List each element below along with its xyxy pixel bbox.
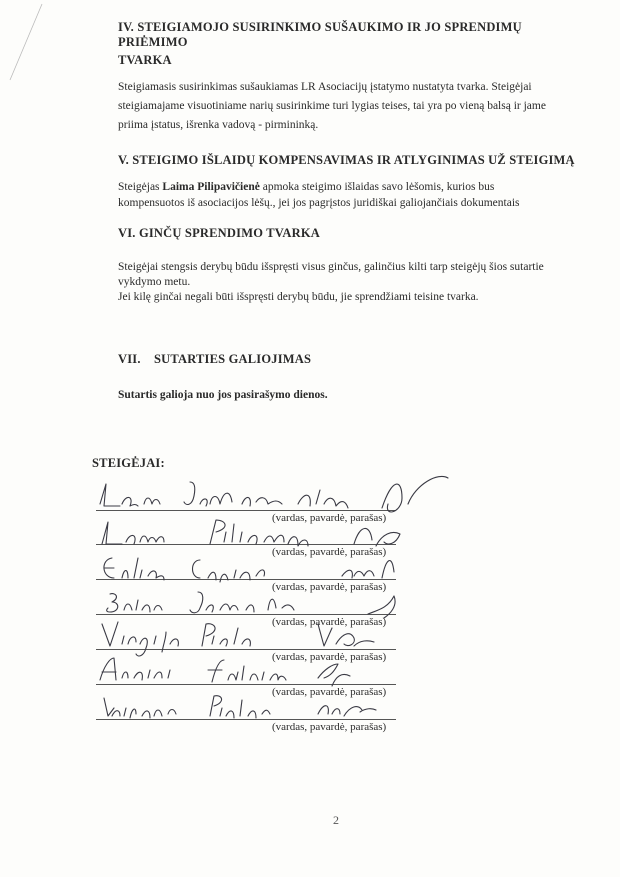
signature-field-label: (vardas, pavardė, parašas) [272,616,387,628]
signature-field-label: (vardas, pavardė, parašas) [272,721,387,733]
section-v-title: V. STEIGIMO IŠLAIDŲ KOMPENSAVIMAS IR ATLYGINIMAS UŽ STEIGIMĄ [118,153,575,167]
section-vii-title: VII. SUTARTIES GALIOJIMAS [118,352,312,366]
section-iv-title: IV. STEIGIAMOJO SUSIRINKIMO SUŠAUKIMO IR JO SPRENDIMŲ PRIĖMIMO TVARKA [118,20,522,67]
signature-field-label: (vardas, pavardė, parašas) [272,581,387,593]
section-iv-line: steigiamajame visuotiniame narių susirinkime turi lygias teises, tai yra po vieną balsą ir jame [118,100,546,112]
section-iv-line: priima įstatus, išrenka vadovą - pirmininką. [118,119,319,131]
page-number: 2 [333,813,339,827]
founder-name: Laima Pilipavičienė [162,181,260,193]
signature-field-label: (vardas, pavardė, parašas) [272,651,387,663]
section-v-text: Steigėjas Laima Pilipavičienė apmoka steigimo išlaidas savo lėšomis, kurios bus kompensuotos iš asociacijos lėšų., jei jos pagrįstos juridiškai galiojančiais dokumentais [118,181,520,209]
section-vi-line: Jei kilę ginčai negali būti išspręsti derybų būdu, jie sprendžiami teisine tvarka. [118,291,479,303]
section-vi-title: VI. GINČŲ SPRENDIMO TVARKA [118,226,320,240]
founders-heading: STEIGĖJAI: [92,456,165,470]
section-vi-line: vykdymo metu. [118,276,191,288]
signature-field-label: (vardas, pavardė, parašas) [272,686,387,698]
signature-field-label: (vardas, pavardė, parašas) [272,512,387,524]
section-vii-statement: Sutartis galioja nuo jos pasirašymo dienos. [118,389,328,401]
section-vi-text [118,260,598,305]
signature-field-label: (vardas, pavardė, parašas) [272,546,387,558]
section-vi-line: Steigėjai stengsis derybų būdu išspręsti visus ginčus, galinčius kilti tarp steigėjų šios sutartie [118,261,544,273]
section-iv-line: Steigiamasis susirinkimas sušaukiamas LR Asociacijų įstatymo nustatyta tvarka. Steigėjai [118,81,532,93]
section-iv-text [118,80,598,133]
scan-edge-mark [0,0,60,90]
